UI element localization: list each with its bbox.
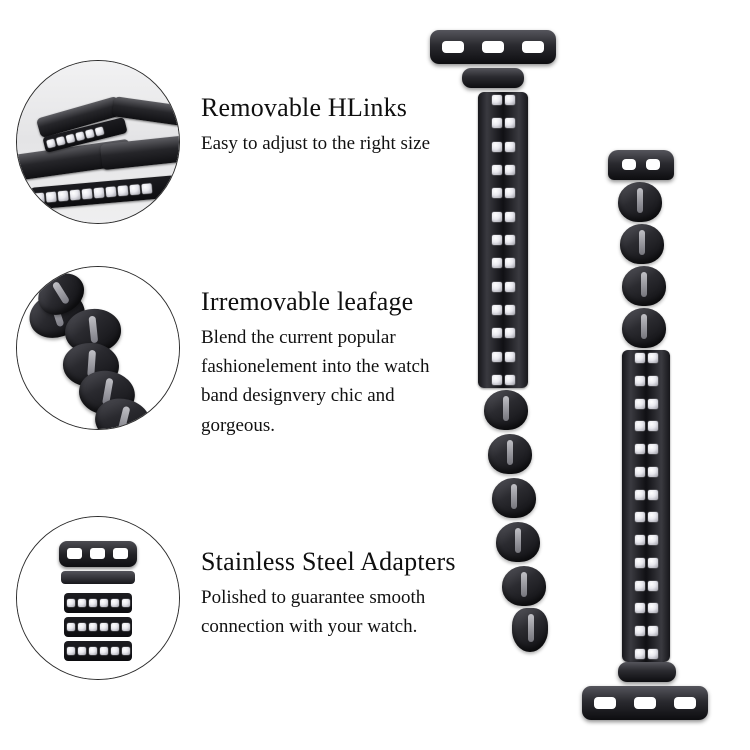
feature-description: Polished to guarantee smooth connection with your watch. (201, 586, 426, 638)
product-2-alt (560, 150, 561, 151)
adapter-neck (462, 68, 524, 88)
leafage-closeup-photo (16, 266, 180, 430)
feature-title: Irremovable leafage (201, 287, 414, 316)
adapter-top (430, 30, 556, 64)
feature-title: Stainless Steel Adapters (201, 547, 456, 576)
product-1-alt (430, 22, 431, 23)
feature-title: Removable HLinks (201, 93, 408, 122)
feature-block-irremovable-leafage (16, 262, 496, 462)
adapter-bottom (582, 686, 708, 720)
adapter-top-small (608, 150, 674, 180)
band-crystal-section (478, 92, 528, 388)
adapter-neck (618, 662, 676, 682)
watch-band-back-photo (560, 150, 710, 740)
hlinks-closeup-photo (16, 60, 180, 224)
adapter-closeup-photo (16, 516, 180, 680)
feature-description: Easy to adjust to the right size (201, 132, 431, 154)
adapter-shape (59, 541, 137, 567)
watch-band-front-photo (430, 22, 570, 682)
feature-description: Blend the current popular fashionelement into the watch band designvery chic and gorgeous. (201, 326, 430, 436)
band-crystal-section (622, 350, 670, 662)
feature-block-removable-hlinks (16, 60, 496, 220)
